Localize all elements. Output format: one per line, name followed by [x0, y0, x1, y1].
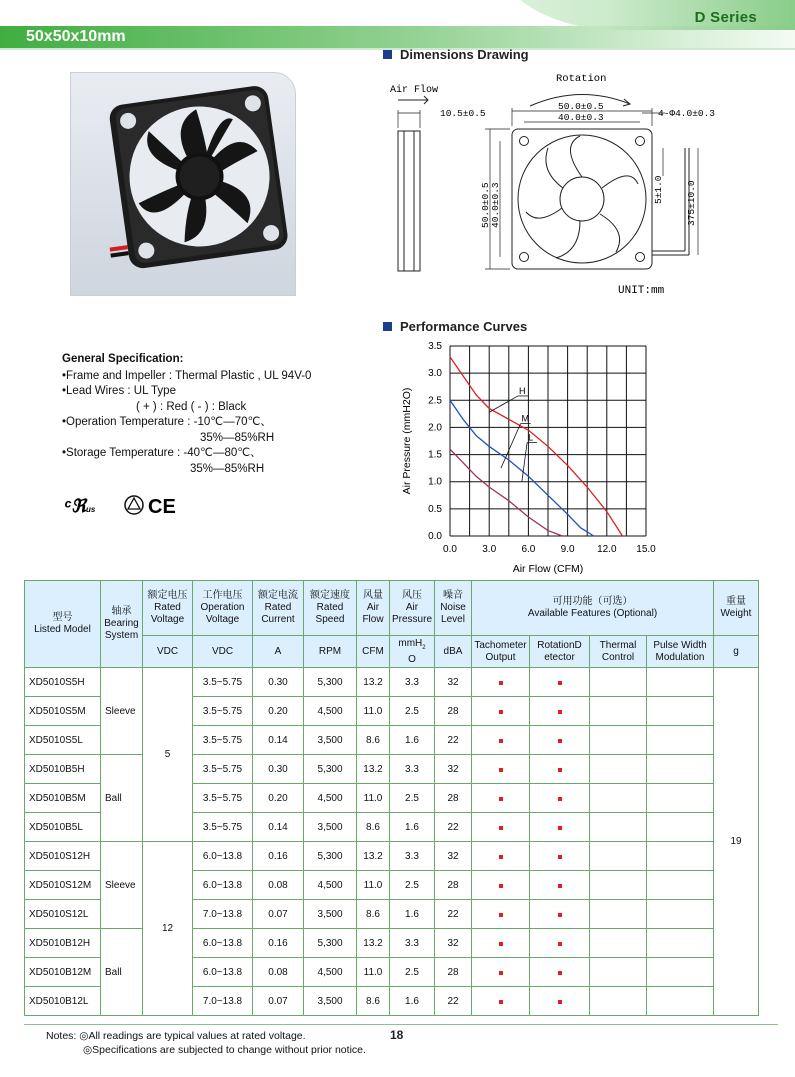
cell-tachometer [472, 755, 530, 784]
cell-air-pressure: 2.5 [390, 697, 435, 726]
available-marker-icon [499, 855, 503, 859]
cell-pwm [647, 987, 714, 1016]
series-label: L [528, 432, 534, 443]
available-marker-icon [499, 971, 503, 975]
cell-weight: 19 [714, 668, 759, 1016]
cell-noise: 28 [435, 784, 472, 813]
header-rated-speed [304, 581, 357, 636]
cell-air-flow: 8.6 [357, 813, 390, 842]
cell-pwm [647, 668, 714, 697]
header-cn: 风压 [402, 590, 422, 601]
spec-storage-rh: 35%—85%RH [190, 462, 265, 475]
available-marker-icon [499, 942, 503, 946]
header-en: Air Flow [362, 602, 384, 625]
height-outer-label: 50.0±0.5 [480, 182, 491, 228]
header-en: Noise Level [440, 602, 466, 625]
header-cn: 额定速度 [310, 590, 350, 601]
spec-frame: •Frame and Impeller : Thermal Plastic , UL 94V-0 [62, 369, 312, 382]
cell-air-flow: 8.6 [357, 900, 390, 929]
header-bearing [101, 581, 143, 668]
cell-current: 0.07 [253, 987, 304, 1016]
spec-operation-temp: •Operation Temperature : -10℃—70℃、 [62, 416, 272, 428]
width-outer-label: 50.0±0.5 [558, 101, 604, 112]
cell-current: 0.20 [253, 784, 304, 813]
y-tick-label: 0.0 [428, 531, 442, 542]
cell-thermal-control [590, 668, 647, 697]
cell-pwm [647, 900, 714, 929]
fan-photo-icon [71, 73, 295, 295]
ul-mark-icon: ᶜℜus [64, 496, 96, 516]
available-marker-icon [499, 710, 503, 714]
cell-model: XD5010S5H [25, 668, 101, 697]
y-tick-label: 2.5 [428, 395, 442, 407]
series-label: M [521, 413, 530, 424]
dimensions-title: Dimensions Drawing [383, 47, 529, 62]
cell-tachometer [472, 929, 530, 958]
cell-operation-voltage: 3.5~5.75 [193, 668, 253, 697]
cell-air-flow: 13.2 [357, 755, 390, 784]
cell-air-flow: 11.0 [357, 871, 390, 900]
cell-thermal-control [590, 987, 647, 1016]
cell-rotation-detector [530, 929, 590, 958]
cell-bearing: Sleeve [101, 842, 143, 929]
cell-rotation-detector [530, 784, 590, 813]
page-number: 18 [390, 1028, 404, 1042]
y-tick-label: 1.5 [428, 449, 442, 461]
cell-air-flow: 8.6 [357, 726, 390, 755]
cell-model: XD5010S5M [25, 697, 101, 726]
cell-rotation-detector [530, 697, 590, 726]
table-row [25, 755, 759, 784]
y-tick-label: 1.0 [428, 476, 442, 488]
feature-rotation-detector: RotationD etector [530, 636, 590, 668]
spec-storage-temp: •Storage Temperature : -40℃—80℃、 [62, 447, 262, 459]
cell-thermal-control [590, 784, 647, 813]
cell-rotation-detector [530, 813, 590, 842]
unit-operation-voltage: VDC [193, 636, 253, 668]
available-marker-icon [499, 1000, 503, 1004]
unit-rated-voltage: VDC [143, 636, 193, 668]
leader-line [522, 443, 527, 482]
available-marker-icon [499, 797, 503, 801]
cell-tachometer [472, 813, 530, 842]
cell-pwm [647, 726, 714, 755]
cell-thermal-control [590, 842, 647, 871]
cell-pwm [647, 842, 714, 871]
holes-label: 4-Φ4.0±0.3 [658, 108, 716, 119]
x-tick-label: 12.0 [597, 544, 617, 555]
cell-air-pressure: 3.3 [390, 842, 435, 871]
general-specification [62, 352, 311, 477]
cell-pwm [647, 697, 714, 726]
x-tick-label: 9.0 [560, 544, 575, 555]
x-tick-label: 0.0 [443, 544, 457, 555]
cell-thermal-control [590, 929, 647, 958]
cell-air-flow: 13.2 [357, 668, 390, 697]
cell-air-flow: 11.0 [357, 697, 390, 726]
cell-rotation-detector [530, 871, 590, 900]
cell-air-pressure: 3.3 [390, 668, 435, 697]
header-model [25, 581, 101, 668]
available-marker-icon [558, 971, 562, 975]
cell-pwm [647, 871, 714, 900]
leader-line [489, 396, 518, 412]
cell-tachometer [472, 697, 530, 726]
available-marker-icon [499, 739, 503, 743]
header-cn: 工作电压 [202, 590, 243, 601]
unit-air-flow: CFM [357, 636, 390, 668]
product-photo-frame [70, 72, 296, 296]
header-air-pressure [390, 581, 435, 636]
cell-tachometer [472, 784, 530, 813]
air-flow-label: Air Flow [390, 85, 439, 96]
available-marker-icon [499, 913, 503, 917]
cell-current: 0.16 [253, 842, 304, 871]
model-size-title: 50x50x10mm [26, 28, 126, 45]
cell-model: XD5010S12M [25, 871, 101, 900]
cell-operation-voltage: 6.0~13.8 [193, 842, 253, 871]
available-marker-icon [558, 739, 562, 743]
cell-air-pressure: 1.6 [390, 900, 435, 929]
y-axis-label: Air Pressure (mmH2O) [401, 387, 413, 495]
cell-air-pressure: 2.5 [390, 784, 435, 813]
cell-tachometer [472, 842, 530, 871]
cell-rotation-detector [530, 842, 590, 871]
unit-noise: dBA [435, 636, 472, 668]
cell-operation-voltage: 3.5~5.75 [193, 726, 253, 755]
footer-notes [46, 1029, 366, 1057]
y-tick-label: 2.0 [428, 422, 442, 434]
cell-air-pressure: 3.3 [390, 755, 435, 784]
header-air-flow [357, 581, 390, 636]
cell-thermal-control [590, 871, 647, 900]
note-1: ◎All readings are typical values at rated voltage. [79, 1030, 306, 1042]
cell-thermal-control [590, 755, 647, 784]
y-tick-label: 0.5 [428, 503, 442, 515]
cell-pwm [647, 784, 714, 813]
cell-model: XD5010B5L [25, 813, 101, 842]
cell-rotation-detector [530, 755, 590, 784]
cell-current: 0.14 [253, 726, 304, 755]
cell-air-flow: 11.0 [357, 958, 390, 987]
cell-rated-voltage: 12 [143, 842, 193, 1016]
unit-label: UNIT:mm [618, 285, 665, 297]
cell-pwm [647, 958, 714, 987]
spec-table [24, 580, 759, 1016]
cell-current: 0.07 [253, 900, 304, 929]
cell-speed: 4,500 [304, 958, 357, 987]
cell-current: 0.30 [253, 668, 304, 697]
x-axis-label: Air Flow (CFM) [512, 563, 584, 575]
y-tick-label: 3.5 [428, 341, 442, 352]
cell-thermal-control [590, 813, 647, 842]
cell-operation-voltage: 6.0~13.8 [193, 871, 253, 900]
cell-speed: 5,300 [304, 755, 357, 784]
cell-rotation-detector [530, 726, 590, 755]
lead-length-label: 375±10.0 [686, 180, 697, 226]
cell-bearing: Ball [101, 929, 143, 1016]
cell-speed: 3,500 [304, 813, 357, 842]
cell-model: XD5010B5M [25, 784, 101, 813]
x-tick-label: 3.0 [482, 544, 497, 555]
header-en: Bearing System [104, 618, 139, 641]
series-label: H [518, 385, 526, 396]
performance-chart [398, 338, 668, 578]
available-marker-icon [558, 768, 562, 772]
cell-operation-voltage: 3.5~5.75 [193, 784, 253, 813]
header-en: Rated Voltage [150, 602, 185, 625]
x-tick-label: 15.0 [636, 544, 656, 555]
available-marker-icon [558, 681, 562, 685]
series-label: D Series [694, 9, 757, 26]
cell-model: XD5010B5H [25, 755, 101, 784]
cell-operation-voltage: 6.0~13.8 [193, 958, 253, 987]
cell-air-pressure: 3.3 [390, 929, 435, 958]
header-en: Rated Speed [315, 602, 345, 625]
feature-thermal-control: Thermal Control [590, 636, 647, 668]
x-tick-label: 6.0 [521, 544, 536, 555]
cell-speed: 3,500 [304, 987, 357, 1016]
dimensions-drawing [380, 66, 730, 306]
cell-bearing: Ball [101, 755, 143, 842]
available-marker-icon [558, 913, 562, 917]
header-weight: 重量 Weight [714, 581, 759, 636]
available-marker-icon [558, 797, 562, 801]
table-row [25, 668, 759, 697]
cell-noise: 22 [435, 813, 472, 842]
cell-pwm [647, 755, 714, 784]
cell-model: XD5010S5L [25, 726, 101, 755]
cell-model: XD5010B12H [25, 929, 101, 958]
footer-divider [24, 1024, 778, 1025]
unit-weight: g [714, 636, 759, 668]
header-features: 可用功能（可选） Available Features (Optional) [472, 581, 714, 636]
width-inner-label: 40.0±0.3 [558, 112, 604, 123]
unit-air-pressure: mmH$_2$ O [390, 636, 435, 668]
ce-mark-icon: CE [148, 496, 176, 518]
cell-model: XD5010S12L [25, 900, 101, 929]
cell-air-flow: 13.2 [357, 842, 390, 871]
cell-tachometer [472, 900, 530, 929]
thickness-label: 10.5±0.5 [440, 108, 486, 119]
section-marker-icon [383, 322, 392, 331]
available-marker-icon [558, 710, 562, 714]
feature-pwm: Pulse Width Modulation [647, 636, 714, 668]
header-cn: 额定电流 [258, 590, 298, 601]
cell-model: XD5010S12H [25, 842, 101, 871]
cell-thermal-control [590, 726, 647, 755]
cell-air-pressure: 1.6 [390, 813, 435, 842]
spec-lead-colors: ( + ) : Red ( - ) : Black [136, 400, 247, 413]
cell-rotation-detector [530, 987, 590, 1016]
header-rated-current [253, 581, 304, 636]
height-inner-label: 40.0±0.3 [490, 182, 501, 228]
notes-label: Notes: [46, 1030, 77, 1042]
header-cn: 风量 [363, 590, 383, 601]
header-operation-voltage [193, 581, 253, 636]
cell-rotation-detector [530, 958, 590, 987]
cell-tachometer [472, 726, 530, 755]
available-marker-icon [558, 884, 562, 888]
cell-speed: 4,500 [304, 697, 357, 726]
cell-pwm [647, 813, 714, 842]
cell-noise: 32 [435, 842, 472, 871]
cell-model: XD5010B12L [25, 987, 101, 1016]
cell-speed: 3,500 [304, 726, 357, 755]
available-marker-icon [499, 884, 503, 888]
cell-speed: 5,300 [304, 842, 357, 871]
available-marker-icon [499, 826, 503, 830]
cell-current: 0.08 [253, 871, 304, 900]
cell-noise: 32 [435, 668, 472, 697]
cell-operation-voltage: 3.5~5.75 [193, 697, 253, 726]
cell-speed: 4,500 [304, 871, 357, 900]
cell-speed: 5,300 [304, 929, 357, 958]
cell-air-pressure: 2.5 [390, 958, 435, 987]
cell-air-flow: 13.2 [357, 929, 390, 958]
cell-thermal-control [590, 900, 647, 929]
cell-current: 0.30 [253, 755, 304, 784]
cell-thermal-control [590, 958, 647, 987]
rotation-label: Rotation [556, 73, 607, 85]
certification-marks [64, 492, 184, 518]
cell-model: XD5010B12M [25, 958, 101, 987]
table-row [25, 842, 759, 871]
header-rated-voltage [143, 581, 193, 636]
section-marker-icon [383, 50, 392, 59]
cell-operation-voltage: 3.5~5.75 [193, 813, 253, 842]
cell-tachometer [472, 987, 530, 1016]
cell-current: 0.20 [253, 697, 304, 726]
table-row [25, 929, 759, 958]
cell-noise: 28 [435, 697, 472, 726]
available-marker-icon [558, 1000, 562, 1004]
cell-tachometer [472, 958, 530, 987]
cell-current: 0.16 [253, 929, 304, 958]
cell-operation-voltage: 3.5~5.75 [193, 755, 253, 784]
cell-noise: 22 [435, 726, 472, 755]
note-2: ◎Specifications are subjected to change without prior notice. [83, 1044, 366, 1056]
header-en: Rated Current [261, 602, 295, 625]
cell-speed: 4,500 [304, 784, 357, 813]
cell-air-flow: 11.0 [357, 784, 390, 813]
header-en: Air Pressure [391, 602, 432, 625]
header-cn: 噪音 [443, 590, 463, 601]
performance-title: Performance Curves [383, 319, 527, 334]
header-cn: 型号 [52, 612, 73, 623]
cell-tachometer [472, 871, 530, 900]
cell-air-pressure: 1.6 [390, 987, 435, 1016]
cell-tachometer [472, 668, 530, 697]
y-tick-label: 3.0 [428, 368, 442, 380]
cell-operation-voltage: 7.0~13.8 [193, 987, 253, 1016]
cell-air-pressure: 1.6 [390, 726, 435, 755]
cell-pwm [647, 929, 714, 958]
cell-operation-voltage: 6.0~13.8 [193, 929, 253, 958]
available-marker-icon [499, 681, 503, 685]
available-marker-icon [558, 855, 562, 859]
cell-thermal-control [590, 697, 647, 726]
header-en: Listed Model [34, 624, 91, 635]
cell-operation-voltage: 7.0~13.8 [193, 900, 253, 929]
cell-bearing: Sleeve [101, 668, 143, 755]
cell-noise: 32 [435, 755, 472, 784]
cell-rotation-detector [530, 668, 590, 697]
header-cn: 额定电压 [147, 590, 188, 601]
spec-lead-wires: •Lead Wires : UL Type [62, 385, 176, 397]
unit-rated-speed: RPM [304, 636, 357, 668]
header-cn: 轴承 [111, 606, 132, 617]
cell-rated-voltage: 5 [143, 668, 193, 842]
cell-current: 0.08 [253, 958, 304, 987]
cell-current: 0.14 [253, 813, 304, 842]
cell-noise: 28 [435, 871, 472, 900]
spec-heading: General Specification: [62, 353, 184, 365]
available-marker-icon [499, 768, 503, 772]
header-en: Operation Voltage [200, 602, 245, 625]
unit-rated-current: A [253, 636, 304, 668]
cell-rotation-detector [530, 900, 590, 929]
header-noise [435, 581, 472, 636]
spec-operation-rh: 35%—85%RH [200, 431, 275, 444]
cell-noise: 22 [435, 987, 472, 1016]
cell-noise: 32 [435, 929, 472, 958]
cell-speed: 3,500 [304, 900, 357, 929]
cell-noise: 28 [435, 958, 472, 987]
feature-tachometer: Tachometer Output [472, 636, 530, 668]
available-marker-icon [558, 826, 562, 830]
cell-noise: 22 [435, 900, 472, 929]
cell-air-flow: 8.6 [357, 987, 390, 1016]
lead-small-label: 5±1.0 [653, 175, 664, 204]
cell-air-pressure: 2.5 [390, 871, 435, 900]
available-marker-icon [558, 942, 562, 946]
cell-speed: 5,300 [304, 668, 357, 697]
